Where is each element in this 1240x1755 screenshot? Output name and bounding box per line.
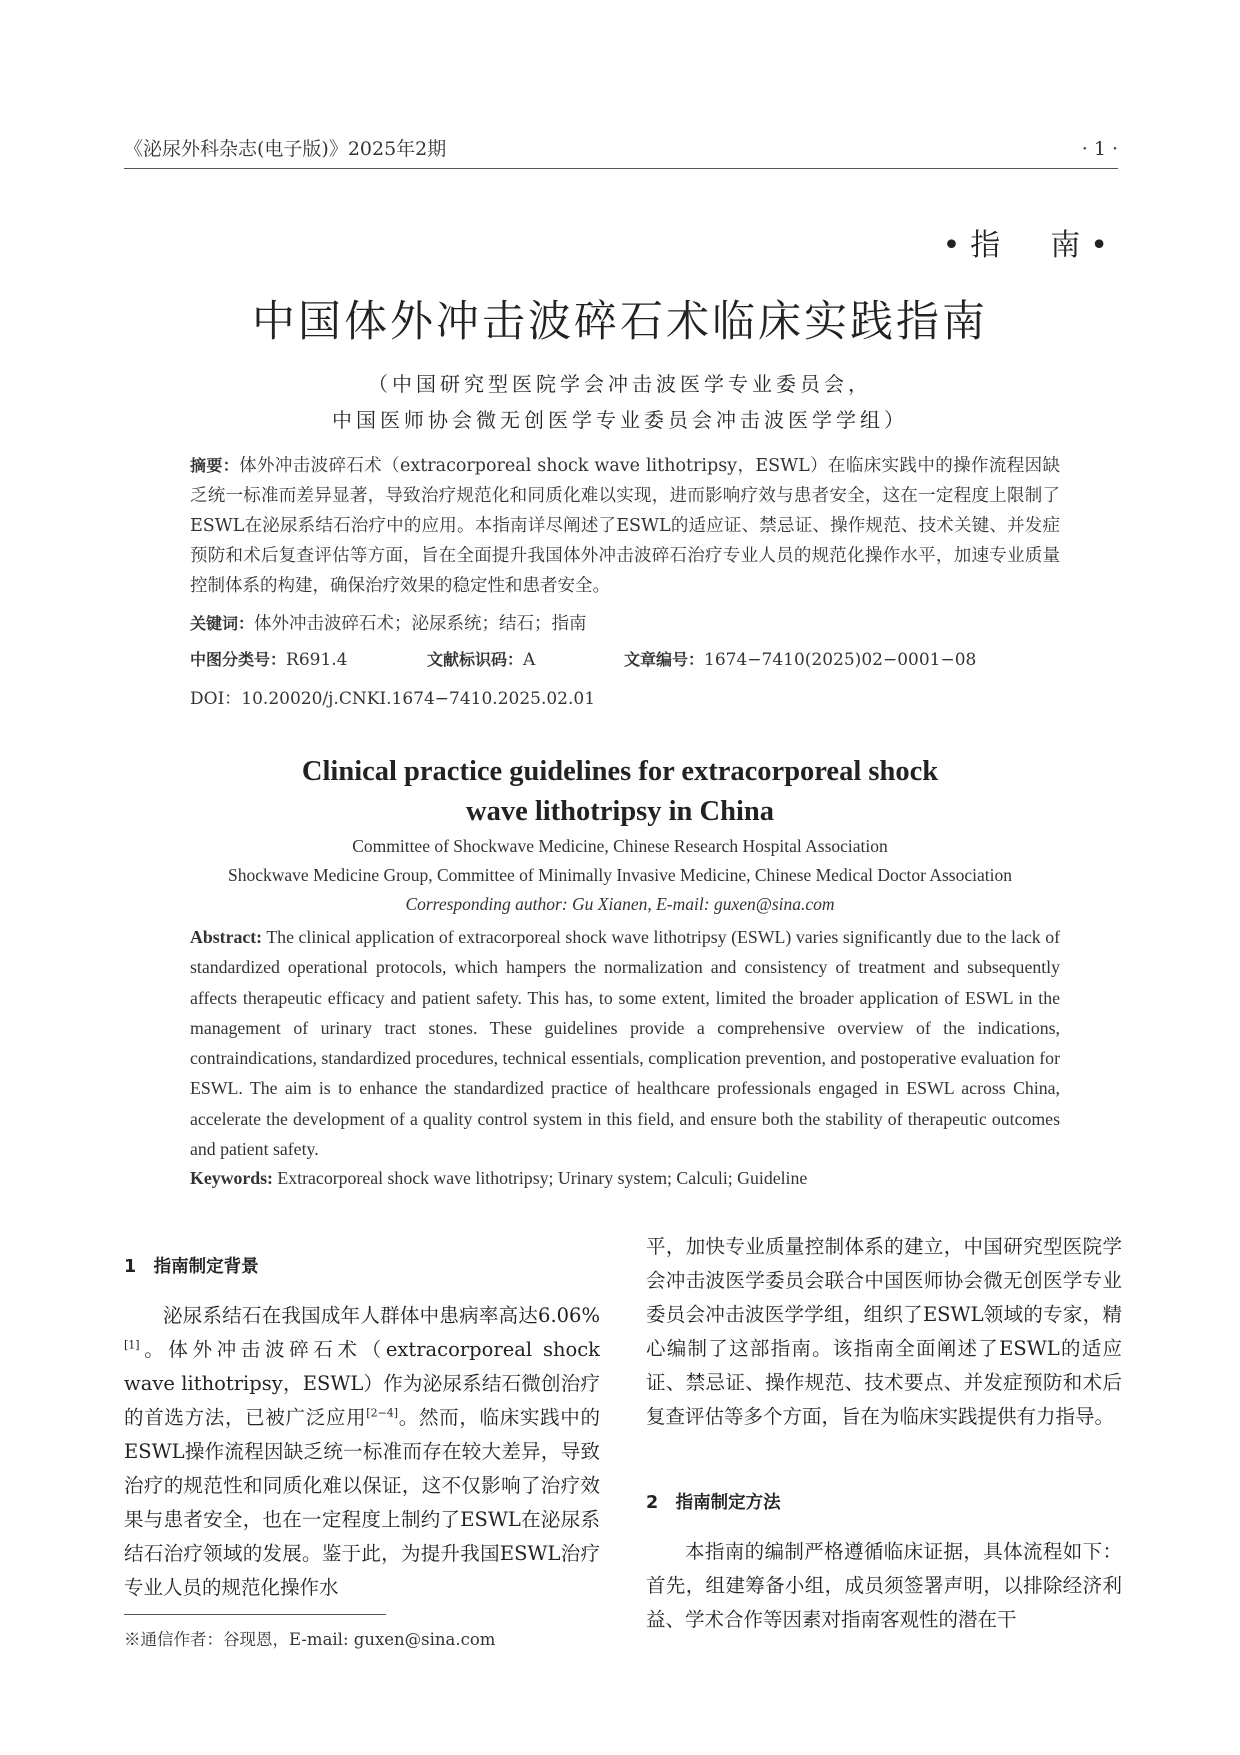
page-number: · 1 · <box>1081 138 1118 160</box>
english-abstract-label: Abstract: <box>190 927 263 947</box>
chinese-keywords <box>190 609 1060 639</box>
document-code <box>427 647 535 670</box>
english-title-text: Clinical practice guidelines for extracorporeal shock wave lithotripsy in China <box>301 756 939 827</box>
article-number <box>624 647 976 670</box>
footnote: ※通信作者：谷现恩，E-mail: guxen@sina.com <box>124 1630 496 1649</box>
running-header <box>124 134 1118 161</box>
right-column <box>646 1230 1122 1434</box>
left-column <box>124 1299 600 1605</box>
doi-label: DOI： <box>190 689 242 709</box>
chinese-keywords-text: 体外冲击波碎石术；泌尿系统；结石；指南 <box>254 614 587 634</box>
section-1-text-b: 。体外冲击波碎石术（extracorporeal shock wave lithotripsy，ESWL）作为泌尿系结石微创治疗的首选方法，已被广泛应用 <box>124 1338 600 1429</box>
journal-issue: 《泌尿外科杂志(电子版)》2025年2期 <box>124 138 447 160</box>
section-1-text-a: 泌尿系结石在我国成年人群体中患病率高达6.06% <box>163 1304 600 1327</box>
chinese-abstract-label: 摘要： <box>190 456 240 475</box>
section-1-text-c: 。然而，临床实践中的ESWL操作流程因缺乏统一标准而存在较大差异，导致治疗的规范性和同质化难以保证，这不仅影响了治疗效果与患者安全，也在一定程度上制约了ESWL在泌尿系结石治疗领域的发展。鉴于此，为提升我国ESWL治疗专业人员的规范化操作水 <box>124 1406 600 1599</box>
document-code-value: A <box>523 650 536 670</box>
document-code-label: 文献标识码： <box>427 650 524 669</box>
english-affiliation-1: Committee of Shockwave Medicine, Chinese Research Hospital Association <box>352 836 888 856</box>
chinese-abstract <box>190 451 1060 601</box>
doi <box>190 684 595 709</box>
article-number-value: 1674−7410(2025)02−0001−08 <box>704 650 977 670</box>
clc-label: 中图分类号： <box>190 650 287 669</box>
section-2-heading: 2 指南制定方法 <box>646 1493 781 1513</box>
citation-ref-2-4: [2−4] <box>366 1406 399 1420</box>
chinese-title: 中国体外冲击波碎石术临床实践指南 <box>252 297 988 347</box>
doi-value: 10.20020/j.CNKI.1674−7410.2025.02.01 <box>241 689 596 709</box>
article-number-label: 文章编号： <box>624 650 705 669</box>
citation-ref-1: [1] <box>124 1338 140 1352</box>
english-keywords <box>190 1168 1060 1189</box>
section-2-paragraph: 本指南的编制严格遵循临床证据，具体流程如下：首先，组建筹备小组，成员须签署声明，以排除经济利益、学术合作等因素对指南客观性的潜在干 <box>646 1540 1122 1631</box>
chinese-author-org-line-1: （中国研究型医院学会冲击波医学专业委员会， <box>368 372 872 396</box>
section-tag: •指 南• <box>942 228 1118 263</box>
chinese-abstract-text: 体外冲击波碎石术（extracorporeal shock wave lithotripsy，ESWL）在临床实践中的操作流程因缺乏统一标准而差异显著，导致治疗规范化和同质化难以实现，进而影响疗效与患者安全，这在一定程度上限制了ESWL在泌尿系结石治疗中的应用。本指南详尽阐述了ESWL的适应证、禁忌证、操作规范、技术关键、并发症预防和术后复查评估等方面，旨在全面提升我国体外冲击波碎石治疗专业人员的规范化操作水平，加速专业质量控制体系的构建，确保治疗效果的稳定性和患者安全。 <box>190 456 1060 596</box>
english-affiliation-2: Shockwave Medicine Group, Committee of Minimally Invasive Medicine, Chinese Medical Doctor Association <box>228 865 1012 885</box>
english-keywords-text: Extracorporeal shock wave lithotripsy; Urinary system; Calculi; Guideline <box>277 1168 808 1188</box>
section-1-continuation: 平，加快专业质量控制体系的建立，中国研究型医院学会冲击波医学委员会联合中国医师协会微无创医学专业委员会冲击波医学学组，组织了ESWL领域的专家，精心编制了这部指南。该指南全面阐述了ESWL的适应证、禁忌证、操作规范、技术要点、并发症预防和术后复查评估等多个方面，旨在为临床实践提供有力指导。 <box>646 1235 1122 1428</box>
clc-value: R691.4 <box>286 650 348 670</box>
clc-number <box>190 647 347 670</box>
english-abstract <box>190 922 1060 1164</box>
header-rule <box>124 168 1118 169</box>
english-abstract-text: The clinical application of extracorporeal shock wave lithotripsy (ESWL) varies significantly due to the lack of standardized operational protocols, which hampers the normalization and consistency of treatment and subsequently affects therapeutic efficacy and patient safety. This has, to some extent, limited the broader application of ESWL in the management of urinary tract stones. These guidelines provide a comprehensive overview of the indications, contraindications, standardized procedures, technical essentials, complication prevention, and postoperative evaluation for ESWL. The aim is to enhance the standardized practice of healthcare professionals engaged in ESWL across China, accelerate the development of a quality control system in this field, and ensure both the stability of therapeutic outcomes and patient safety. <box>190 927 1061 1160</box>
chinese-author-org-line-2: 中国医师协会微无创医学专业委员会冲击波医学学组） <box>332 408 908 432</box>
footnote-rule <box>124 1614 386 1615</box>
corresponding-author: Corresponding author: Gu Xianen, E-mail: guxen@sina.com <box>405 894 835 914</box>
section-1-paragraph <box>124 1299 600 1605</box>
chinese-keywords-label: 关键词： <box>190 614 255 633</box>
english-title <box>0 752 1240 832</box>
section-1-heading: 1 指南制定背景 <box>124 1257 259 1277</box>
english-keywords-label: Keywords: <box>190 1168 273 1188</box>
section-2-column <box>646 1535 1122 1637</box>
